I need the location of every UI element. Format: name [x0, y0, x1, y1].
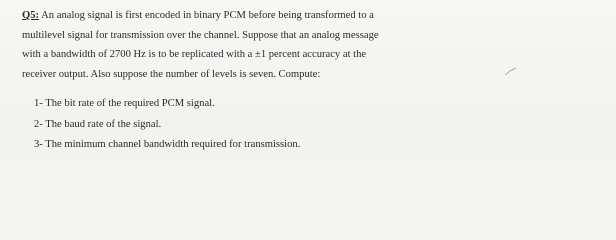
- task-list: [34, 94, 534, 156]
- question-line-3: with a bandwidth of 2700 Hz is to be replicated with a ±1 percent accuracy at the: [22, 49, 367, 61]
- question-line-4: receiver output. Also suppose the number of levels is seven. Compute:: [22, 68, 321, 80]
- list-item: 1- The bit rate of the required PCM signal.: [34, 98, 215, 109]
- question-number: Q5:: [22, 10, 40, 21]
- list-item: 2- The baud rate of the signal.: [34, 118, 162, 130]
- list-item: 3- The minimum channel bandwidth required for transmission.: [34, 139, 301, 150]
- question-line-2: multilevel signal for transmission over the channel. Suppose that an analog message: [22, 29, 379, 41]
- question-line-1: Q5: An analog signal is first encoded in binary PCM before being transformed to a: [22, 10, 374, 21]
- pen-tick-mark: [504, 67, 518, 77]
